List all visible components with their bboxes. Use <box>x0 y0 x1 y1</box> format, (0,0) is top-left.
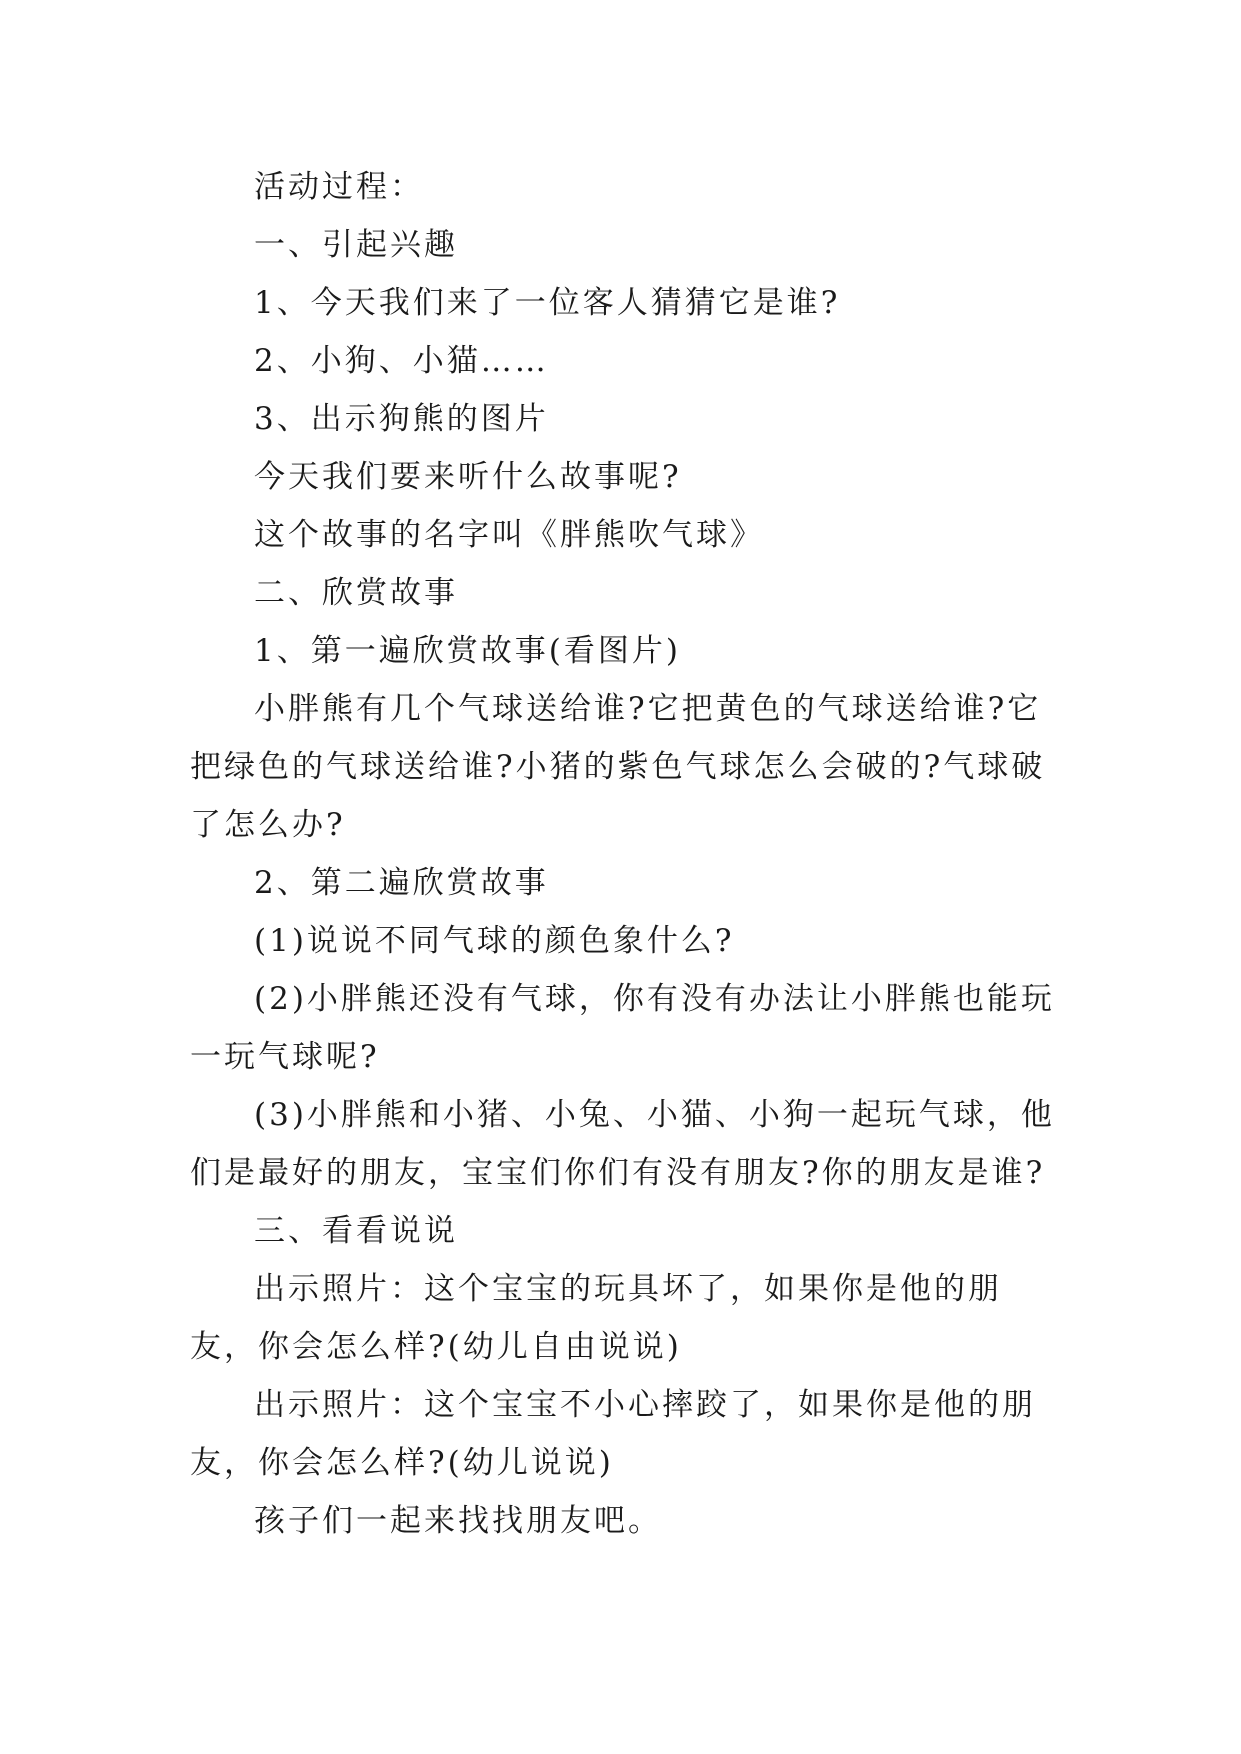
heading-section-2: 二、欣赏故事 <box>254 575 458 611</box>
paragraph-closing: 孩子们一起来找找朋友吧。 <box>254 1503 662 1539</box>
heading-section-3: 三、看看说说 <box>254 1213 458 1249</box>
paragraph-story-name: 这个故事的名字叫《胖熊吹气球》 <box>254 517 764 553</box>
document-body <box>190 158 1060 1550</box>
paragraph-step-3: 3、出示狗熊的图片 <box>254 401 549 437</box>
paragraph-second-reading: 2、第二遍欣赏故事 <box>254 865 549 901</box>
paragraph-question-2: (2)小胖熊还没有气球，你有没有办法让小胖熊也能玩一玩气球呢? <box>190 981 1055 1075</box>
paragraph-photo-2: 出示照片：这个宝宝不小心摔跤了，如果你是他的朋友，你会怎么样?(幼儿说说) <box>190 1387 1036 1481</box>
paragraph-photo-1: 出示照片：这个宝宝的玩具坏了，如果你是他的朋友，你会怎么样?(幼儿自由说说) <box>190 1271 1002 1365</box>
paragraph-step-1: 1、今天我们来了一位客人猜猜它是谁? <box>254 285 841 321</box>
paragraph-first-reading: 1、第一遍欣赏故事(看图片) <box>254 633 681 669</box>
heading-section-1: 一、引起兴趣 <box>254 227 458 263</box>
paragraph-question-3: (3)小胖熊和小猪、小兔、小猫、小狗一起玩气球，他们是最好的朋友，宝宝们你们有没有朋友?你的朋友是谁? <box>190 1097 1055 1191</box>
paragraph-question-1: (1)说说不同气球的颜色象什么? <box>254 923 735 959</box>
paragraph-step-2: 2、小狗、小猫…… <box>254 343 549 379</box>
paragraph-question-story: 今天我们要来听什么故事呢? <box>254 459 682 495</box>
paragraph-first-reading-questions: 小胖熊有几个气球送给谁?它把黄色的气球送给谁?它把绿色的气球送给谁?小猪的紫色气球怎么会破的?气球破了怎么办? <box>190 691 1046 843</box>
paragraph-activity-process: 活动过程： <box>254 169 424 205</box>
